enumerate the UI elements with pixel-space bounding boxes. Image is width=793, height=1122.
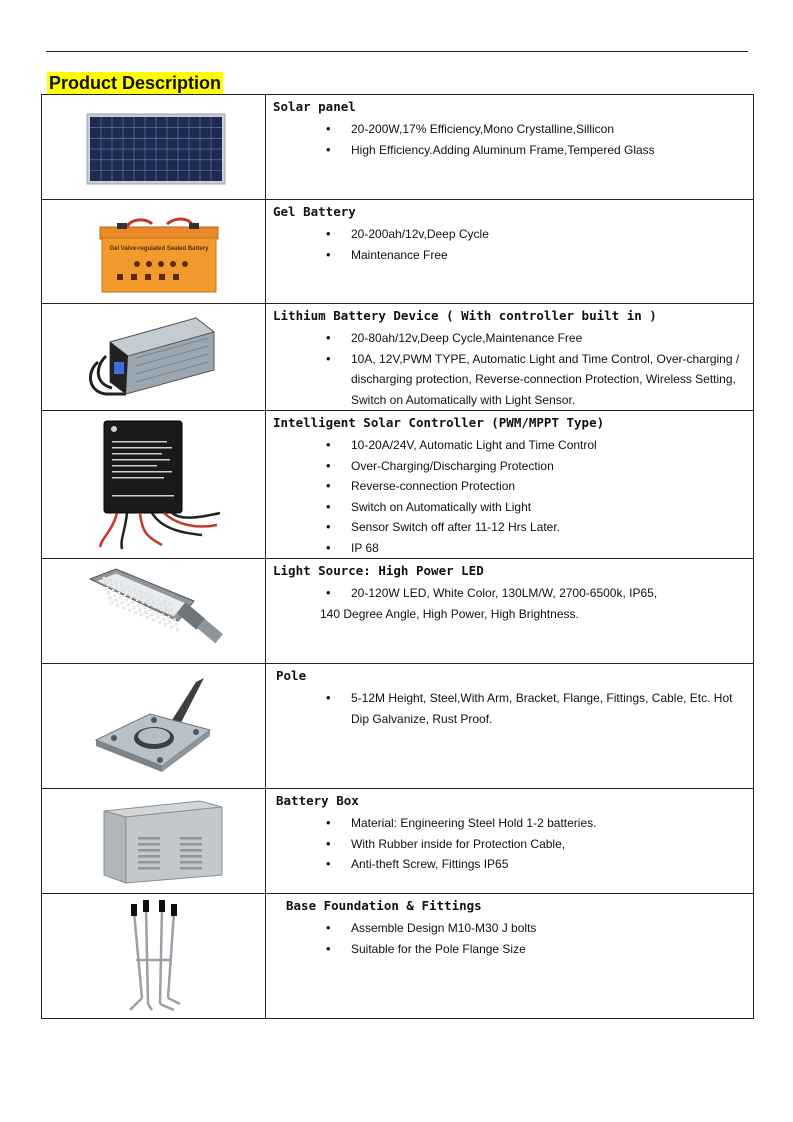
- product-image-cell: [42, 200, 266, 304]
- bullet-item: • Material: Engineering Steel Hold 1-2 batteries.: [266, 813, 753, 834]
- product-title: Light Source: High Power LED: [273, 563, 484, 578]
- bullet-item: • 10A, 12V,PWM TYPE, Automatic Light and Time Control, Over-charging / discharging protection, Reverse-connection Protection, Wireless Setting, Switch on Automatically with Light Sensor.: [266, 349, 753, 411]
- top-rule: [46, 51, 748, 52]
- product-desc-cell: [266, 304, 754, 411]
- battery-label: Gel Valve-regulated Sealed Battery: [109, 246, 209, 252]
- battery-box-image: [92, 797, 227, 887]
- product-row-solar-controller: [42, 411, 754, 559]
- product-row-gel-battery: [42, 200, 754, 304]
- product-title: Lithium Battery Device ( With controller built in ): [273, 308, 657, 323]
- product-row-lithium-battery: [42, 304, 754, 411]
- product-desc-cell: [266, 95, 754, 200]
- bullet-item: • Over-Charging/Discharging Protection: [266, 456, 753, 477]
- bullet-list: [266, 688, 753, 729]
- bullet-list: [266, 583, 753, 604]
- bullet-item: • 5-12M Height, Steel,With Arm, Bracket, Flange, Fittings, Cable, Etc. Hot Dip Galvanize, Rust Proof.: [266, 688, 753, 729]
- pole-flange-image: [92, 674, 222, 784]
- bullet-item: • Switch on Automatically with Light: [266, 497, 753, 518]
- bullet-item: • 20-200ah/12v,Deep Cycle: [266, 224, 753, 245]
- product-image-cell: [42, 894, 266, 1019]
- lithium-battery-image: [86, 312, 221, 402]
- bullet-list: [266, 813, 753, 875]
- bullet-item: • High Efficiency.Adding Aluminum Frame,Tempered Glass: [266, 140, 753, 161]
- product-desc-cell: [266, 200, 754, 304]
- product-image-cell: [42, 559, 266, 664]
- anchor-bolts-image: [122, 900, 192, 1015]
- bullet-list: [266, 119, 753, 160]
- bullet-list: [266, 328, 753, 410]
- bullet-item: • 20-120W LED, White Color, 130LM/W, 2700-6500k, IP65,: [266, 583, 753, 604]
- product-desc-cell: [266, 559, 754, 664]
- product-title: Gel Battery: [273, 204, 356, 219]
- product-title: Base Foundation & Fittings: [286, 898, 482, 913]
- product-row-battery-box: [42, 789, 754, 894]
- product-image-cell: [42, 789, 266, 894]
- product-image-cell: [42, 411, 266, 559]
- product-table: [41, 94, 754, 1019]
- bullet-item: • Reverse-connection Protection: [266, 476, 753, 497]
- product-row-base-foundation: [42, 894, 754, 1019]
- section-title: Product Description: [49, 73, 222, 93]
- bullet-list: [266, 918, 753, 959]
- product-row-pole: [42, 664, 754, 789]
- product-title: Intelligent Solar Controller (PWM/MPPT Type): [273, 415, 605, 430]
- solar-panel-image: [86, 113, 226, 185]
- product-row-solar-panel: [42, 95, 754, 200]
- bullet-continuation: 140 Degree Angle, High Power, High Brightness.: [320, 606, 579, 621]
- bullet-list: [266, 224, 753, 265]
- product-desc-cell: [266, 894, 754, 1019]
- product-title: Pole: [276, 668, 307, 683]
- product-image-cell: [42, 304, 266, 411]
- product-image-cell: [42, 664, 266, 789]
- bullet-list: [266, 435, 753, 558]
- bullet-item: • Anti-theft Screw, Fittings IP65: [266, 854, 753, 875]
- bullet-item: • Suitable for the Pole Flange Size: [266, 939, 753, 960]
- product-desc-cell: [266, 664, 754, 789]
- product-title: Solar panel: [273, 99, 356, 114]
- product-image-cell: [42, 95, 266, 200]
- bullet-item: • Assemble Design M10-M30 J bolts: [266, 918, 753, 939]
- led-light-image: [86, 565, 226, 660]
- bullet-item: • 10-20A/24V, Automatic Light and Time Control: [266, 435, 753, 456]
- bullet-item: • Sensor Switch off after 11-12 Hrs Later.: [266, 517, 753, 538]
- bullet-item: • 20-80ah/12v,Deep Cycle,Maintenance Free: [266, 328, 753, 349]
- product-row-led-light: [42, 559, 754, 664]
- gel-battery-image: [97, 214, 222, 294]
- bullet-item: • Maintenance Free: [266, 245, 753, 266]
- product-title: Battery Box: [276, 793, 359, 808]
- bullet-item: • 20-200W,17% Efficiency,Mono Crystalline,Sillicon: [266, 119, 753, 140]
- bullet-item: • With Rubber inside for Protection Cable,: [266, 834, 753, 855]
- bullet-item: • IP 68: [266, 538, 753, 559]
- product-desc-cell: [266, 789, 754, 894]
- product-desc-cell: [266, 411, 754, 559]
- solar-controller-image: [92, 417, 222, 552]
